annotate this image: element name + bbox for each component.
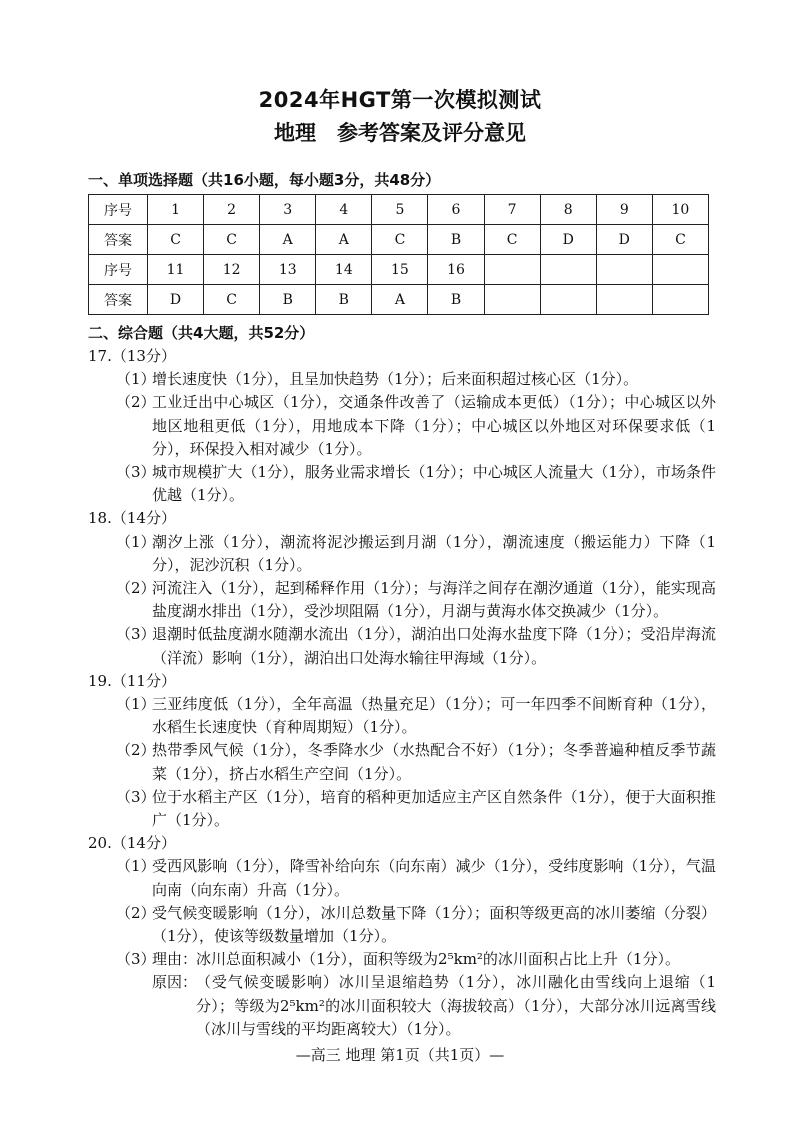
table-cell: 8 <box>540 195 596 225</box>
answer-item <box>88 786 716 832</box>
table-cell: 1 <box>148 195 204 225</box>
table-cell: 15 <box>372 255 428 285</box>
table-cell: 2 <box>204 195 260 225</box>
item-number: （1） <box>116 532 156 551</box>
answer-item <box>88 948 716 971</box>
cause-text: （受气候变暖影响）冰川呈退缩趋势（1分），冰川融化由雪线向上退缩（1分）；等级为2⁵km²的冰川面积较大（海拔较高）（1分），大部分冰川远离雪线（冰川与雪线的平均距离较大）（1分）。 <box>196 973 716 1038</box>
table-row <box>89 225 709 255</box>
item-number: （2） <box>116 579 156 598</box>
answer-item <box>88 739 716 785</box>
table-cell: 9 <box>596 195 652 225</box>
question-heading: 20.（14分） <box>88 834 176 853</box>
table-cell: D <box>596 225 652 255</box>
answer-item <box>88 368 716 391</box>
item-text: 退潮时低盐度湖水随潮水流出（1分），湖泊出口处海水盐度下降（1分）；受沿岸海流（洋流）影响（1分），湖泊出口处海水输往甲海域（1分）。 <box>152 625 716 667</box>
table-cell <box>596 255 652 285</box>
table-cell <box>484 255 540 285</box>
table-cell: C <box>204 225 260 255</box>
table-cell: 5 <box>372 195 428 225</box>
item-text: 潮汐上涨（1分），潮流将泥沙搬运到月湖（1分），潮流速度（搬运能力）下降（1分），泥沙沉积（1分）。 <box>152 532 716 574</box>
table-cell: C <box>652 225 708 255</box>
item-text: 位于水稻主产区（1分），培育的稻种更加适应主产区自然条件（1分），便于大面积推广（1分）。 <box>152 787 716 830</box>
table-cell: 6 <box>428 195 484 225</box>
item-number: （1） <box>116 370 156 389</box>
item-text: 城市规模扩大（1分），服务业需求增长（1分）；中心城区人流量大（1分），市场条件优越（1分）。 <box>152 463 716 505</box>
table-cell <box>652 285 708 315</box>
answer-item <box>88 693 716 739</box>
row-header: 序号 <box>89 195 148 225</box>
item-number: （2） <box>116 903 156 922</box>
table-cell: C <box>204 285 260 315</box>
cause-label: 原因： <box>152 973 198 992</box>
answer-item <box>88 391 716 461</box>
reason-label: 理由： <box>152 950 198 969</box>
item-number: （3） <box>116 787 156 806</box>
table-cell: 11 <box>148 255 204 285</box>
page-title: 2024年HGT第一次模拟测试 <box>258 88 542 112</box>
question-heading: 17.（13分） <box>88 347 176 365</box>
item-number: （3） <box>116 950 156 969</box>
table-cell: 16 <box>428 255 484 285</box>
table-cell: 12 <box>204 255 260 285</box>
item-number: （2） <box>116 741 156 760</box>
question-heading: 18.（14分） <box>88 509 176 528</box>
answer-item <box>88 902 716 948</box>
table-cell: 7 <box>484 195 540 225</box>
item-text: 三亚纬度低（1分），全年高温（热量充足）（1分）；可一年四季不间断育种（1分），水稻生长速度快（育种周期短）（1分）。 <box>152 695 716 737</box>
table-cell <box>540 285 596 315</box>
item-text: 热带季风气候（1分），冬季降水少（水热配合不好）（1分）；冬季普遍种植反季节蔬菜（1分），挤占水稻生产空间（1分）。 <box>152 741 716 783</box>
answer-item <box>88 855 716 901</box>
row-header: 答案 <box>89 225 148 255</box>
table-cell: B <box>316 285 372 315</box>
item-text: 河流注入（1分），起到稀释作用（1分）；与海洋之间存在潮汐通道（1分），能实现高盐度湖水排出（1分），受沙坝阻隔（1分），月湖与黄海水体交换减少（1分）。 <box>152 579 716 621</box>
table-row <box>89 195 709 225</box>
section-2-heading: 二、综合题（共4大题，共52分） <box>88 324 315 342</box>
table-cell: C <box>372 225 428 255</box>
table-row <box>89 255 709 285</box>
item-number: （3） <box>116 463 156 482</box>
item-text: 受气候变暖影响（1分），冰川总数量下降（1分）；面积等级更高的冰川萎缩（分裂）（1分），使该等级数量增加（1分）。 <box>152 903 716 946</box>
item-text: 增长速度快（1分），且呈加快趋势（1分）；后来面积超过核心区（1分）。 <box>152 370 639 389</box>
table-cell <box>652 255 708 285</box>
section-1-heading: 一、单项选择题（共16小题，每小题3分，共48分） <box>88 171 441 189</box>
answers-body <box>88 345 716 1041</box>
item-number: （2） <box>116 393 156 412</box>
table-cell: D <box>148 285 204 315</box>
item-number: （3） <box>116 625 156 644</box>
table-cell: 10 <box>652 195 708 225</box>
table-cell <box>540 255 596 285</box>
item-number: （1） <box>116 857 156 876</box>
answer-item <box>88 461 716 507</box>
table-cell: 14 <box>316 255 372 285</box>
reason-text: 冰川总面积减小（1分），面积等级为2⁵km²的冰川面积占比上升（1分）。 <box>196 950 680 969</box>
question-heading: 19.（11分） <box>88 671 176 690</box>
answer-item <box>88 531 716 577</box>
table-cell <box>596 285 652 315</box>
table-cell: 3 <box>260 195 316 225</box>
table-cell: A <box>372 285 428 315</box>
item-text: 受西风影响（1分），降雪补给向东（向东南）减少（1分），受纬度影响（1分），气温向南（向东南）升高（1分）。 <box>152 857 716 899</box>
row-header: 答案 <box>89 285 148 315</box>
answer-item <box>88 577 716 623</box>
table-row <box>89 285 709 315</box>
table-cell: B <box>428 285 484 315</box>
answer-item <box>88 971 716 1041</box>
answer-table <box>88 194 709 315</box>
page-footer: —高三 地理 第1页（共1页）— <box>295 1046 505 1064</box>
page-subtitle: 地理 参考答案及评分意见 <box>274 121 526 145</box>
row-header: 序号 <box>89 255 148 285</box>
table-cell: B <box>260 285 316 315</box>
table-cell: D <box>540 225 596 255</box>
table-cell: 4 <box>316 195 372 225</box>
answer-item <box>88 623 716 669</box>
table-cell: 13 <box>260 255 316 285</box>
table-cell: B <box>428 225 484 255</box>
table-cell: C <box>148 225 204 255</box>
item-text: 工业迁出中心城区（1分），交通条件改善了（运输成本更低）（1分）；中心城区以外地区地租更低（1分），用地成本下降（1分）；中心城区以外地区对环保要求低（1分），环保投入相对减少（1分）。 <box>152 393 716 458</box>
table-cell: C <box>484 225 540 255</box>
table-cell: A <box>316 225 372 255</box>
item-number: （1） <box>116 695 156 714</box>
table-cell <box>484 285 540 315</box>
table-cell: A <box>260 225 316 255</box>
